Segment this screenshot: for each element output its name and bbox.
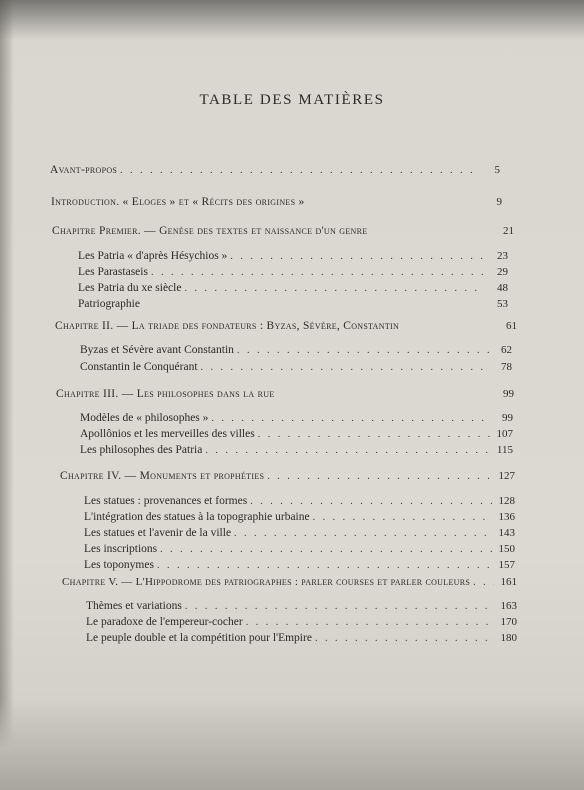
toc-item-label: Les Patria du xe siècle bbox=[78, 282, 182, 294]
toc-page-number: 9 bbox=[496, 196, 502, 208]
toc-item[interactable] bbox=[84, 527, 515, 539]
toc-item[interactable] bbox=[84, 559, 515, 571]
toc-item[interactable] bbox=[80, 428, 513, 440]
toc-page-number: 170 bbox=[500, 616, 517, 628]
toc-item-label: Les Parastaseis bbox=[78, 266, 148, 278]
toc-page-number: 99 bbox=[502, 412, 513, 424]
toc-page-number: 78 bbox=[501, 361, 512, 373]
toc-chapter-avant-propos[interactable] bbox=[50, 164, 500, 176]
toc-page-number: 163 bbox=[500, 600, 517, 612]
page-title: TABLE DES MATIÈRES bbox=[199, 92, 385, 108]
toc-chapter-label: Chapitre III. — Les philosophes dans la rue bbox=[56, 388, 275, 400]
toc-chapter-label: Chapitre V. — L'Hippodrome des patriographes : parler courses et parler couleurs bbox=[62, 576, 471, 588]
toc-page-number: 180 bbox=[500, 632, 517, 644]
toc-page-number: 157 bbox=[498, 559, 515, 571]
leader-dots bbox=[120, 165, 477, 176]
toc-item[interactable] bbox=[78, 282, 508, 294]
toc-item[interactable] bbox=[84, 511, 515, 523]
toc-item[interactable] bbox=[84, 543, 515, 555]
leader-dots bbox=[185, 601, 494, 612]
leader-dots bbox=[267, 471, 492, 482]
toc-item-label: Byzas et Sévère avant Constantin bbox=[80, 344, 234, 356]
toc-page-number: 143 bbox=[498, 527, 515, 539]
toc-page-number: 21 bbox=[503, 225, 514, 237]
toc-item[interactable] bbox=[80, 344, 512, 356]
leader-dots bbox=[246, 617, 494, 628]
toc-chapter-label: Chapitre Premier. — Genèse des textes et naissance d'un genre bbox=[52, 225, 368, 237]
toc-item-label: Les toponymes bbox=[84, 559, 154, 571]
toc-item-label: Les statues et l'avenir de la ville bbox=[84, 527, 232, 539]
toc-chapter-3[interactable] bbox=[56, 388, 514, 400]
toc-page-number: 61 bbox=[506, 320, 517, 332]
toc-item[interactable] bbox=[86, 600, 517, 612]
toc-item-label: Les philosophes des Patria bbox=[80, 444, 203, 456]
toc-chapter-label: Introduction. « Eloges » et « Récits des origines » bbox=[51, 196, 305, 208]
leader-dots bbox=[250, 496, 492, 507]
toc-item[interactable] bbox=[80, 444, 513, 456]
toc-item-label: Constantin le Conquérant bbox=[80, 361, 198, 373]
toc-page-number: 136 bbox=[498, 511, 515, 523]
toc-item-label: Les statues : provenances et formes bbox=[84, 495, 248, 507]
leader-dots bbox=[160, 544, 492, 555]
page-bottom-fold bbox=[0, 700, 584, 790]
leader-dots bbox=[258, 429, 490, 440]
toc-item-label: Les inscriptions bbox=[84, 543, 158, 555]
toc-page-number: 161 bbox=[500, 576, 517, 588]
leader-dots bbox=[201, 362, 489, 373]
toc-item-label: Les Patria « d'après Hésychios » bbox=[78, 250, 228, 262]
toc-item-label: L'intégration des statues à la topographie urbaine bbox=[84, 511, 310, 523]
toc-page-number: 5 bbox=[494, 164, 500, 176]
toc-page-number: 23 bbox=[497, 250, 508, 262]
toc-item[interactable] bbox=[86, 616, 517, 628]
toc-item[interactable] bbox=[80, 412, 513, 424]
toc-chapter-4[interactable] bbox=[60, 470, 515, 482]
leader-dots bbox=[157, 560, 492, 571]
toc-item-label: Apollônios et les merveilles des villes bbox=[80, 428, 255, 440]
leader-dots bbox=[184, 283, 485, 294]
toc-chapter-introduction[interactable] bbox=[51, 196, 502, 208]
toc-chapter-label: Avant-propos bbox=[50, 164, 118, 176]
leader-dots bbox=[313, 512, 492, 523]
leader-dots bbox=[151, 267, 485, 278]
toc-page-number: 127 bbox=[498, 470, 515, 482]
toc-chapter-label: Chapitre II. — La triade des fondateurs : Byzas, Sévère, Constantin bbox=[55, 320, 400, 332]
toc-page-number: 62 bbox=[501, 344, 512, 356]
toc-page-number: 115 bbox=[496, 444, 513, 456]
toc-item[interactable] bbox=[86, 632, 517, 644]
leader-dots bbox=[315, 633, 494, 644]
toc-page-number: 107 bbox=[496, 428, 513, 440]
toc-page-number: 48 bbox=[497, 282, 508, 294]
toc-item[interactable] bbox=[78, 250, 508, 262]
leader-dots bbox=[473, 577, 494, 588]
toc-item-label: Patriographie bbox=[78, 298, 140, 310]
toc-item-label: Thèmes et variations bbox=[86, 600, 182, 612]
toc-page-number: 53 bbox=[497, 298, 508, 310]
leader-dots bbox=[234, 528, 492, 539]
toc-item[interactable] bbox=[80, 361, 512, 373]
toc-item-label: Modèles de « philosophes » bbox=[80, 412, 209, 424]
toc-item-label: Le peuple double et la compétition pour l'Empire bbox=[86, 632, 312, 644]
toc-chapter-1[interactable] bbox=[52, 225, 514, 237]
leader-dots bbox=[237, 345, 489, 356]
leader-dots bbox=[230, 251, 485, 262]
toc-item[interactable] bbox=[84, 495, 515, 507]
toc-page-number: 99 bbox=[503, 388, 514, 400]
leader-dots bbox=[205, 445, 490, 456]
toc-chapter-label: Chapitre IV. — Monuments et prophéties bbox=[60, 470, 265, 482]
toc-page-number: 150 bbox=[498, 543, 515, 555]
leader-dots bbox=[211, 413, 490, 424]
toc-chapter-5[interactable] bbox=[62, 576, 517, 588]
toc-item[interactable] bbox=[78, 266, 508, 278]
toc-chapter-2[interactable] bbox=[55, 320, 517, 332]
toc-item-label: Le paradoxe de l'empereur-cocher bbox=[86, 616, 243, 628]
toc-page-number: 29 bbox=[497, 266, 508, 278]
toc-item[interactable] bbox=[78, 298, 508, 310]
toc-page-number: 128 bbox=[498, 495, 515, 507]
